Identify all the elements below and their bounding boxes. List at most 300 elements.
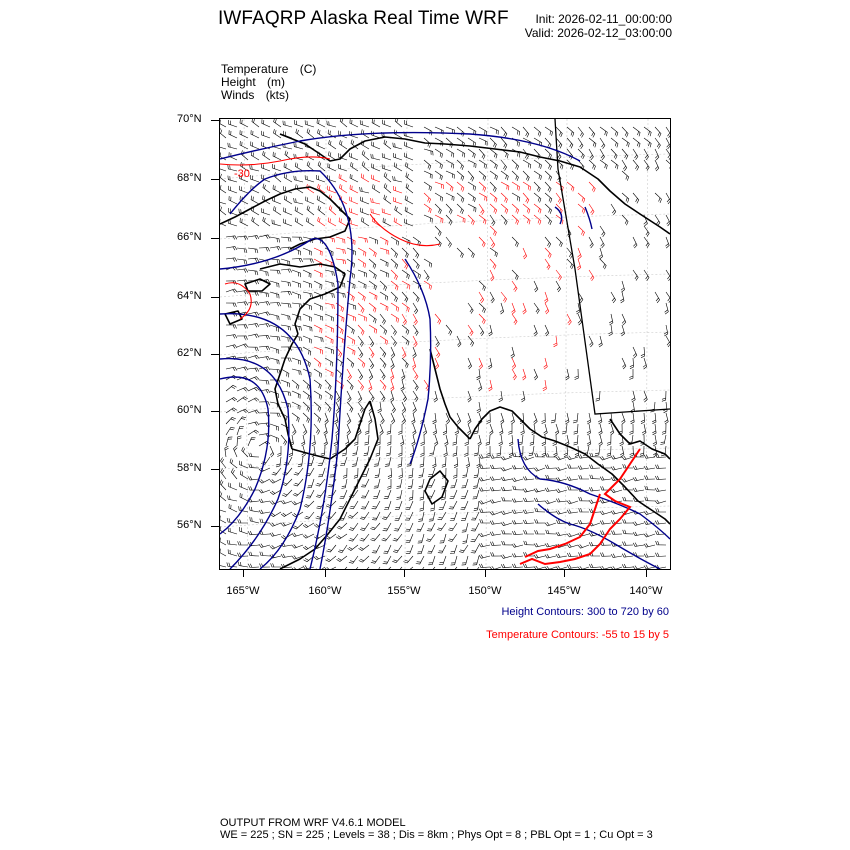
- wind-barb: [501, 564, 512, 568]
- wind-barb: [384, 172, 391, 182]
- wind-barb: [292, 380, 299, 390]
- wind-barb: [490, 487, 501, 491]
- wind-barb: [314, 380, 321, 389]
- wind-barb: [281, 500, 292, 504]
- wind-barb: [590, 475, 600, 479]
- wind-barb: [226, 427, 235, 435]
- wind-barb: [556, 281, 561, 292]
- lon-tick: [564, 570, 565, 577]
- wind-barb: [408, 479, 413, 489]
- wind-barb: [567, 477, 578, 481]
- wind-barb: [337, 567, 347, 569]
- wind-barb: [666, 336, 670, 347]
- wind-barb: [248, 324, 259, 328]
- wind-barb: [664, 325, 668, 336]
- wind-barb: [567, 544, 578, 548]
- wind-barb: [534, 498, 545, 502]
- wind-barb: [424, 127, 432, 135]
- wind-barb: [337, 556, 348, 562]
- wind-barb: [633, 566, 644, 569]
- wind-barb: [307, 479, 314, 488]
- wind-barb: [633, 193, 639, 203]
- wind-barb: [307, 129, 314, 139]
- wind-barb: [589, 182, 595, 192]
- wind-barb: [512, 270, 518, 280]
- wind-barb: [512, 215, 519, 225]
- wind-barb: [587, 413, 591, 424]
- wind-barbs: [220, 119, 670, 569]
- wind-barb: [314, 270, 322, 278]
- wind-barb: [622, 358, 626, 369]
- wind-barb: [490, 248, 497, 257]
- wind-barb: [338, 545, 347, 553]
- wind-barb: [349, 567, 358, 569]
- wind-barb: [271, 563, 281, 567]
- wind-barb: [502, 497, 512, 501]
- wind-barb: [589, 160, 596, 170]
- wind-barb: [468, 149, 475, 158]
- wind-barb: [359, 545, 370, 551]
- wind-barb: [347, 391, 351, 402]
- wind-barb: [393, 186, 402, 193]
- wind-barb: [314, 413, 321, 423]
- wind-barb: [348, 512, 358, 518]
- wind-barb: [512, 204, 519, 214]
- wind-barb: [512, 553, 523, 557]
- wind-barb: [314, 556, 325, 560]
- wind-barb: [382, 164, 391, 171]
- wind-barb: [270, 314, 279, 320]
- wind-barb: [392, 567, 402, 569]
- wind-barb: [413, 248, 419, 258]
- wind-barb: [435, 171, 442, 180]
- wind-barb: [589, 487, 600, 491]
- wind-barb: [259, 479, 270, 483]
- wind-barb: [501, 477, 512, 481]
- wind-barb: [446, 237, 452, 248]
- wind-barb: [226, 398, 237, 403]
- wind-barb: [237, 302, 248, 306]
- wind-barb: [544, 424, 548, 435]
- wind-barb: [534, 160, 542, 169]
- wind-barb: [644, 554, 655, 558]
- wind-barb: [501, 467, 512, 471]
- wind-barb: [383, 120, 391, 127]
- wind-barb: [454, 457, 458, 468]
- wind-barb: [479, 292, 484, 303]
- wind-barb: [396, 479, 402, 489]
- wind-barb: [589, 270, 594, 281]
- wind-barb: [404, 120, 413, 127]
- wind-barb: [534, 467, 545, 471]
- wind-barb: [292, 567, 303, 569]
- field-legend: [221, 63, 316, 102]
- wind-barb: [281, 269, 292, 273]
- wind-barb: [511, 413, 515, 424]
- wind-barb: [655, 138, 660, 149]
- wind-barb: [391, 413, 395, 424]
- wind-barb: [391, 303, 399, 312]
- wind-barb: [307, 161, 314, 171]
- wind-barb: [535, 519, 546, 523]
- lat-label-56: 56°N: [177, 519, 202, 531]
- wind-barb: [220, 184, 226, 193]
- wind-barb: [358, 325, 364, 335]
- lat-tick: [211, 411, 219, 412]
- wind-barb: [655, 465, 666, 469]
- wind-barb: [391, 358, 395, 369]
- wind-barb: [644, 270, 649, 281]
- wind-barb: [303, 523, 314, 528]
- wind-barb: [372, 512, 380, 520]
- arctic-coast: [280, 134, 670, 234]
- wind-barb: [567, 510, 578, 514]
- wind-barb: [611, 127, 618, 137]
- wind-barb: [405, 196, 413, 204]
- wind-barb: [375, 468, 380, 478]
- wind-barb: [365, 435, 370, 445]
- wind-barb: [303, 380, 310, 390]
- wind-barb: [380, 369, 385, 380]
- wind-barb: [440, 534, 446, 543]
- wind-barb: [446, 160, 454, 169]
- wind-barb: [226, 236, 237, 240]
- wind-barb: [327, 545, 337, 552]
- wind-barb: [424, 149, 433, 155]
- wind-barb: [545, 204, 552, 214]
- wind-barb: [556, 193, 561, 204]
- wind-barb: [551, 413, 556, 423]
- wind-barb: [361, 490, 369, 498]
- wind-barb: [435, 204, 441, 214]
- wind-barb: [589, 336, 593, 347]
- wind-barb: [415, 567, 424, 569]
- wind-barb: [304, 501, 314, 507]
- graticule: [220, 119, 670, 569]
- wind-barb: [562, 424, 567, 434]
- wind-barb: [589, 149, 593, 160]
- wind-barb: [359, 556, 369, 562]
- wind-barb: [234, 446, 238, 457]
- wind-barb: [501, 456, 512, 460]
- wind-barb: [314, 248, 322, 256]
- wind-barb: [666, 237, 670, 248]
- wind-barb: [446, 325, 452, 335]
- lon-label-160: 160°W: [308, 585, 342, 597]
- wind-barb: [339, 131, 347, 138]
- wind-barb: [249, 486, 260, 490]
- wind-barb: [622, 160, 627, 171]
- wind-barb: [473, 490, 480, 499]
- lat-tick: [211, 179, 219, 180]
- wind-barb: [391, 270, 398, 280]
- wind-barb: [630, 446, 634, 457]
- wind-barb: [369, 292, 377, 300]
- wind-barb: [371, 556, 380, 563]
- wind-barb: [656, 541, 666, 545]
- wind-barb: [393, 534, 402, 541]
- wind-barb: [478, 435, 482, 446]
- wind-barb: [420, 446, 424, 457]
- wind-barb: [401, 369, 405, 380]
- wind-barb: [655, 500, 666, 504]
- wind-barb: [477, 402, 481, 413]
- wind-barb: [545, 554, 556, 558]
- wind-barb: [435, 358, 439, 369]
- lon-tick: [485, 570, 486, 577]
- wind-barb: [303, 270, 311, 278]
- wind-barb: [292, 369, 301, 375]
- wind-barb: [248, 355, 259, 359]
- wind-barb: [281, 336, 290, 342]
- wind-barb: [450, 545, 457, 554]
- wind-barb: [545, 522, 556, 526]
- wind-barb: [435, 160, 443, 169]
- wind-barb: [457, 204, 464, 214]
- lat-tick: [211, 120, 219, 121]
- wind-barb: [448, 523, 457, 531]
- wind-barb: [282, 490, 292, 497]
- wind-barb: [220, 142, 226, 149]
- wind-barb: [398, 446, 402, 457]
- wind-barb: [259, 346, 270, 350]
- wind-barb: [303, 314, 311, 322]
- wind-barb: [284, 195, 292, 204]
- wind-barb: [395, 119, 402, 127]
- wind-barb: [578, 544, 589, 548]
- wind-barb: [501, 511, 512, 515]
- wind-barb: [534, 204, 541, 213]
- wind-barb: [501, 138, 507, 148]
- wind-barb: [468, 303, 473, 314]
- wind-barb: [325, 303, 334, 309]
- wind-barb: [248, 564, 259, 568]
- wind-barb: [523, 182, 531, 191]
- wind-barb: [391, 314, 399, 323]
- wind-barb: [534, 182, 540, 192]
- wind-barb: [347, 248, 355, 255]
- wind-barb: [545, 543, 556, 547]
- wind-barb: [260, 552, 270, 556]
- wind-barb: [406, 184, 413, 193]
- wind-barb: [488, 380, 492, 391]
- wind-barb: [388, 468, 392, 479]
- wind-barb: [438, 545, 446, 553]
- wind-barb: [600, 566, 611, 569]
- wind-barb: [490, 532, 501, 536]
- wind-barb: [387, 424, 391, 434]
- wind-barb: [633, 138, 640, 147]
- wind-barb: [405, 523, 413, 531]
- init-time: Init: 2026-02-11_00:00:00: [535, 12, 672, 26]
- wind-barb: [490, 259, 496, 269]
- wind-barb: [393, 153, 402, 160]
- wind-barb: [611, 138, 618, 148]
- wind-barb: [259, 323, 270, 327]
- wind-barb: [281, 314, 290, 320]
- wind-barb: [578, 226, 585, 236]
- wind-barb: [248, 438, 256, 446]
- legend-height-label: Height: [221, 75, 256, 89]
- wind-barb: [259, 544, 270, 548]
- wind-barb: [229, 504, 237, 512]
- wind-barb: [556, 510, 567, 514]
- wind-barb: [490, 182, 496, 192]
- wind-barb: [361, 217, 369, 226]
- wind-barb: [325, 281, 334, 287]
- wind-barb: [238, 562, 248, 567]
- wind-barb: [490, 465, 501, 469]
- wind-barb: [347, 424, 351, 435]
- wind-barb: [623, 497, 633, 501]
- height-contour-note: Height Contours: 300 to 720 by 60: [501, 606, 669, 618]
- wind-barb: [380, 325, 387, 335]
- wind-barb: [403, 567, 414, 569]
- wind-barb: [365, 424, 369, 434]
- wind-barb: [490, 542, 501, 546]
- wind-barb: [326, 556, 336, 562]
- wind-barb: [490, 477, 501, 481]
- wind-barb: [252, 119, 259, 127]
- wind-barb: [226, 417, 236, 424]
- wind-barb: [362, 150, 369, 160]
- wind-barb: [457, 182, 464, 192]
- wind-barb: [444, 435, 448, 446]
- wind-barb: [609, 325, 613, 336]
- wind-barb: [391, 292, 398, 302]
- wind-barb: [336, 237, 345, 244]
- wind-barb: [653, 435, 657, 446]
- wind-barb: [376, 446, 380, 456]
- wind-barb: [655, 476, 666, 480]
- wind-barb: [479, 564, 490, 568]
- wind-barb: [238, 519, 248, 523]
- wind-barb: [314, 391, 322, 400]
- wind-barb: [292, 402, 300, 410]
- wind-barb: [621, 413, 625, 424]
- wind-barb: [600, 237, 604, 248]
- wind-barb: [294, 143, 303, 149]
- wind-barb: [567, 259, 573, 269]
- wind-barb: [488, 325, 492, 336]
- wind-barb: [413, 292, 419, 302]
- map-plot: [219, 118, 671, 570]
- wind-barb: [259, 248, 270, 252]
- wind-barb: [263, 217, 270, 226]
- wind-barb: [372, 131, 381, 138]
- wind-barb: [386, 446, 391, 456]
- wind-barb: [294, 198, 303, 204]
- wind-barb: [328, 218, 336, 226]
- wind-barb: [387, 435, 391, 445]
- wind-barb: [666, 149, 670, 160]
- wind-barb: [451, 556, 457, 565]
- wind-barb: [633, 532, 644, 536]
- wind-barb: [358, 358, 365, 368]
- wind-barb: [314, 259, 322, 267]
- wind-barb: [578, 566, 589, 569]
- wind-barb: [424, 259, 432, 268]
- wind-barb: [622, 542, 633, 546]
- wind-barb: [348, 545, 359, 551]
- wind-barb: [413, 369, 418, 380]
- wind-barb: [393, 197, 402, 204]
- wind-barb: [439, 556, 446, 565]
- wind-barb: [578, 204, 585, 214]
- wind-barb: [281, 291, 292, 295]
- wind-barb: [435, 215, 443, 223]
- wind-barb: [439, 501, 446, 509]
- wind-barb: [546, 530, 556, 534]
- wind-barb: [227, 540, 237, 545]
- wind-barb: [622, 149, 628, 159]
- lon-label-155: 155°W: [387, 585, 421, 597]
- wind-barb: [361, 479, 369, 487]
- wind-barb: [491, 552, 502, 556]
- wind-barb: [435, 226, 441, 236]
- wind-barb: [337, 523, 347, 529]
- wind-barb: [221, 468, 226, 479]
- wind-barb: [555, 424, 559, 435]
- wind-barb: [523, 564, 534, 568]
- wind-barb: [424, 193, 431, 203]
- wind-barb: [402, 336, 409, 345]
- wind-barb: [417, 545, 424, 554]
- wind-barb: [220, 128, 226, 138]
- wind-barb: [343, 468, 347, 478]
- wind-barb: [644, 226, 649, 237]
- wind-barb: [240, 218, 248, 226]
- wind-barb: [524, 530, 535, 534]
- wind-barb: [326, 512, 336, 519]
- wind-barb: [334, 435, 338, 446]
- wind-barb: [405, 207, 413, 215]
- wind-barb: [666, 127, 670, 138]
- wind-barb: [622, 171, 629, 181]
- wind-barb: [358, 402, 363, 413]
- wind-barb: [623, 519, 634, 523]
- wind-barb: [305, 175, 314, 182]
- wind-barb: [567, 500, 578, 504]
- wind-barb: [294, 468, 303, 475]
- wind-barb: [556, 270, 562, 281]
- wind-barb: [314, 336, 323, 342]
- wind-barb: [523, 476, 534, 480]
- wind-barb: [600, 553, 611, 557]
- wind-barb: [420, 501, 425, 511]
- wind-barb: [382, 534, 391, 541]
- wind-barb: [599, 336, 603, 347]
- wind-barb: [262, 131, 271, 138]
- wind-barb: [501, 522, 512, 526]
- wind-barb: [474, 468, 479, 478]
- wind-barb: [523, 520, 534, 524]
- wind-barb: [382, 512, 391, 520]
- wind-barb: [644, 466, 655, 470]
- wind-barb: [462, 523, 468, 532]
- wind-barb: [249, 464, 259, 468]
- legend-height-unit: (m): [267, 75, 286, 89]
- wind-barb: [324, 435, 328, 446]
- wind-barb: [292, 237, 302, 241]
- wind-barb: [579, 508, 589, 512]
- wind-barb: [545, 566, 556, 569]
- wind-barb: [663, 402, 667, 413]
- wind-barb: [237, 417, 246, 424]
- wind-barb: [413, 380, 418, 391]
- wind-barb: [413, 325, 418, 336]
- wind-barb: [545, 215, 552, 225]
